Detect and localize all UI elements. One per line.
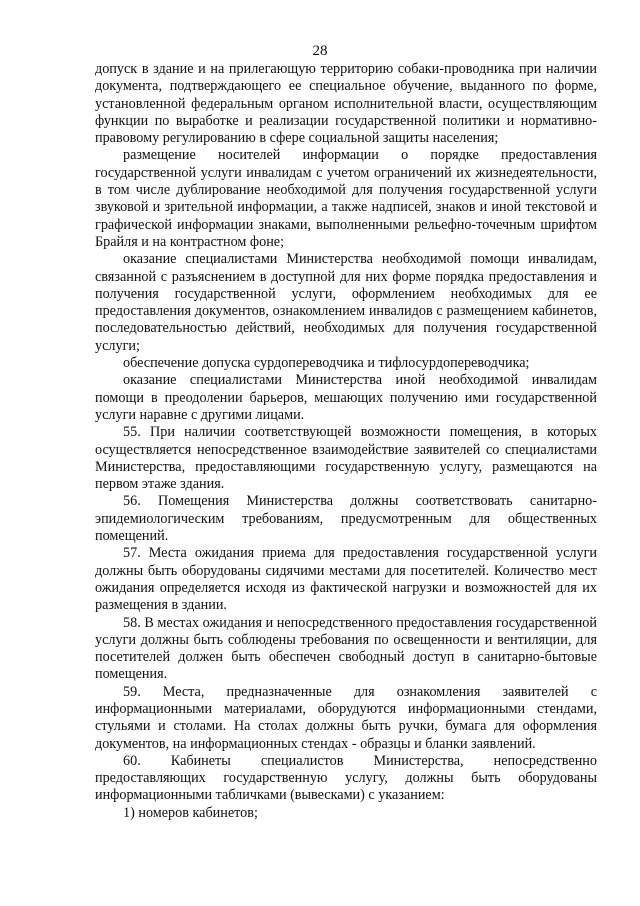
paragraph-60: 60. Кабинеты специалистов Министерства, непосредственно предоставляющих государственную услугу, должны быть оборудованы информационными табличками (вывесками) с указанием: [95,752,597,804]
paragraph-information-placement: размещение носителей информации о порядке предоставления государственной услуги инвалидам с учетом ограничений их жизнедеятельности, в том числе дублирование необходимой для получения государственной услуги звуковой и зрительной информации, а также надписей, знаков и иной текстовой и графической информации знаками, выполненными рельефно-точечным шрифтом Брайля и на контрастном фоне; [95,147,597,250]
paragraph-guide-dog-access: допуск в здание и на прилегающую территорию собаки-проводника при наличии документа, подтверждающего ее специальное обучение, выданного по форме, установленной федеральным органом исполнительной власти, осуществляющим функции по выработке и реализации государственной политики и нормативно-правовому регулированию в сфере социальной защиты населения; [95,61,597,147]
page-number: 28 [312,43,328,59]
paragraph-57: 57. Места ожидания приема для предоставления государственной услуги должны быть оборудованы сидячими местами для посетителей. Количество мест ожидания определяется исходя из фактической нагрузки и возможностей для их размещения в здании. [95,545,597,614]
paragraph-58: 58. В местах ожидания и непосредственного предоставления государственной услуги должны быть соблюдены требования по освещенности и вентиляции, для посетителей должен быть обеспечен свободный доступ в санитарно-бытовые помещения. [95,614,597,683]
list-item-room-numbers: 1) номеров кабинетов; [123,804,258,821]
paragraph-specialist-assistance: оказание специалистами Министерства необходимой помощи инвалидам, связанной с разъяснением в доступной для них форме порядка предоставления и получения государственной услуги, оформлением необходимых для ее предоставления документов, ознакомлением инвалидов с размещением кабинетов, последовательностью действий, необходимых для получения государственной услуги; [95,251,597,354]
paragraph-interpreter-access: обеспечение допуска сурдопереводчика и тифлосурдопереводчика; [123,355,530,372]
paragraph-55: 55. При наличии соответствующей возможности помещения, в которых осуществляется непосредственное взаимодействие заявителей со специалистами Министерства, предоставляющими государственную услугу, размещаются на первом этаже здания. [95,424,597,493]
document-body [95,61,597,822]
paragraph-other-assistance: оказание специалистами Министерства иной необходимой инвалидам помощи в преодолении барьеров, мешающих получению ими государственной услуги наравне с другими лицами. [95,372,597,423]
paragraph-56: 56. Помещения Министерства должны соответствовать санитарно-эпидемиологическим требованиям, предусмотренным для общественных помещений. [95,493,597,545]
paragraph-59: 59. Места, предназначенные для ознакомления заявителей с информационными материалами, оборудуются информационными стендами, стульями и столами. На столах должны быть ручки, бумага для оформления документов, на информационных стендах - образцы и бланки заявлений. [95,683,597,752]
